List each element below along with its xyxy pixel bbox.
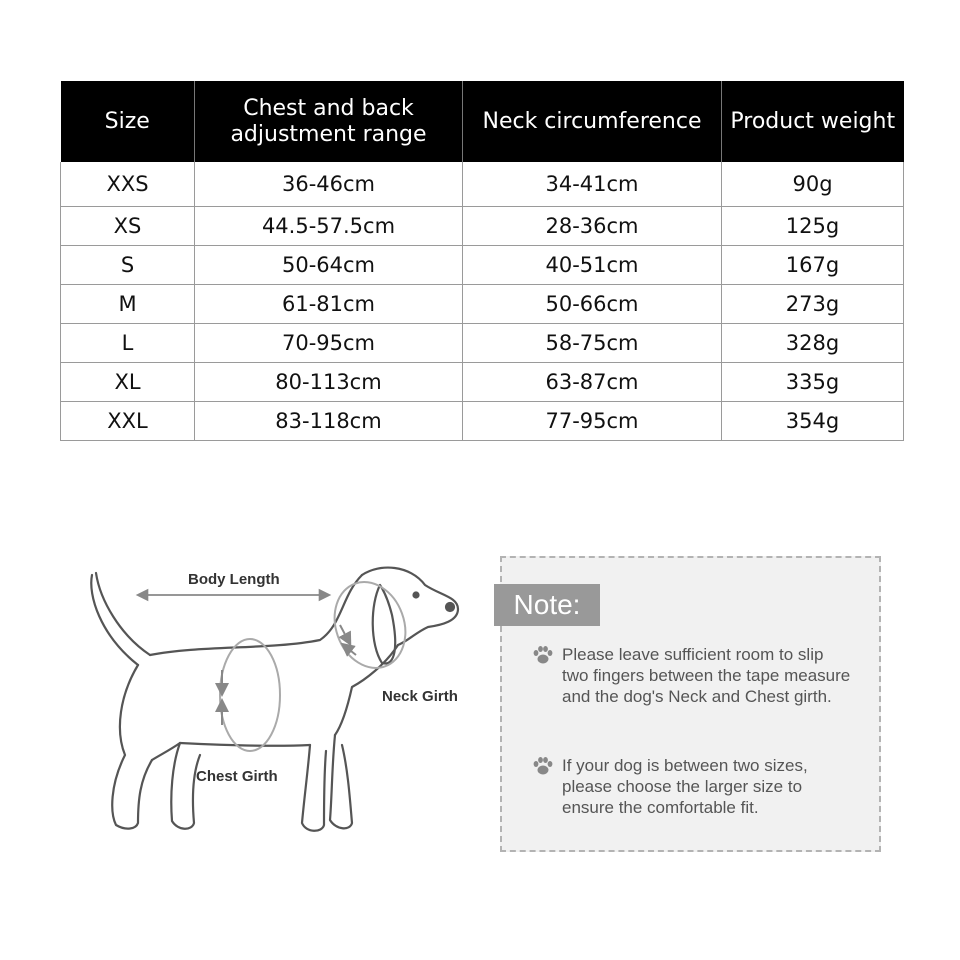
chest-girth-label: Chest Girth: [196, 768, 278, 785]
cell-weight: 273g: [722, 285, 904, 324]
dog-measurement-figure: [80, 555, 480, 845]
table-row: [61, 246, 904, 285]
header-neck: Neck circumference: [463, 81, 722, 162]
note-item: [532, 644, 852, 707]
note-text: If your dog is between two sizes, please choose the larger size to ensure the comfortable fit.: [562, 756, 808, 817]
cell-neck: 63-87cm: [463, 363, 722, 402]
cell-weight: 328g: [722, 324, 904, 363]
cell-size: S: [61, 246, 195, 285]
note-text: Please leave sufficient room to slip two fingers between the tape measure and the dog's Neck and Chest girth.: [562, 645, 851, 706]
cell-size: XXL: [61, 402, 195, 441]
cell-size: XL: [61, 363, 195, 402]
cell-weight: 335g: [722, 363, 904, 402]
table-row: [61, 402, 904, 441]
table-body: [61, 162, 904, 441]
cell-size: XS: [61, 207, 195, 246]
note-item: [532, 755, 852, 818]
table-row: [61, 363, 904, 402]
table-row: [61, 324, 904, 363]
cell-size: XXS: [61, 162, 195, 207]
cell-size: L: [61, 324, 195, 363]
body-length-label: Body Length: [188, 571, 280, 588]
table-row: [61, 285, 904, 324]
header-row: [61, 81, 904, 162]
cell-size: M: [61, 285, 195, 324]
cell-weight: 125g: [722, 207, 904, 246]
cell-chest: 83-118cm: [195, 402, 463, 441]
cell-weight: 354g: [722, 402, 904, 441]
cell-chest: 80-113cm: [195, 363, 463, 402]
cell-chest: 61-81cm: [195, 285, 463, 324]
cell-neck: 50-66cm: [463, 285, 722, 324]
cell-neck: 77-95cm: [463, 402, 722, 441]
cell-neck: 34-41cm: [463, 162, 722, 207]
cell-weight: 167g: [722, 246, 904, 285]
paw-icon: [532, 756, 554, 776]
note-title: Note:: [494, 584, 600, 626]
table-header: [61, 81, 904, 162]
cell-chest: 50-64cm: [195, 246, 463, 285]
neck-girth-label: Neck Girth: [382, 688, 458, 705]
header-weight: Product weight: [722, 81, 904, 162]
header-chest-back: Chest and back adjustment range: [195, 81, 463, 162]
header-size: Size: [61, 81, 195, 162]
cell-chest: 44.5-57.5cm: [195, 207, 463, 246]
table-row: [61, 207, 904, 246]
table-row: [61, 162, 904, 207]
cell-neck: 28-36cm: [463, 207, 722, 246]
note-box: [500, 556, 881, 852]
cell-weight: 90g: [722, 162, 904, 207]
cell-neck: 40-51cm: [463, 246, 722, 285]
cell-chest: 36-46cm: [195, 162, 463, 207]
cell-neck: 58-75cm: [463, 324, 722, 363]
cell-chest: 70-95cm: [195, 324, 463, 363]
paw-icon: [532, 645, 554, 665]
size-chart-table: [60, 81, 904, 441]
